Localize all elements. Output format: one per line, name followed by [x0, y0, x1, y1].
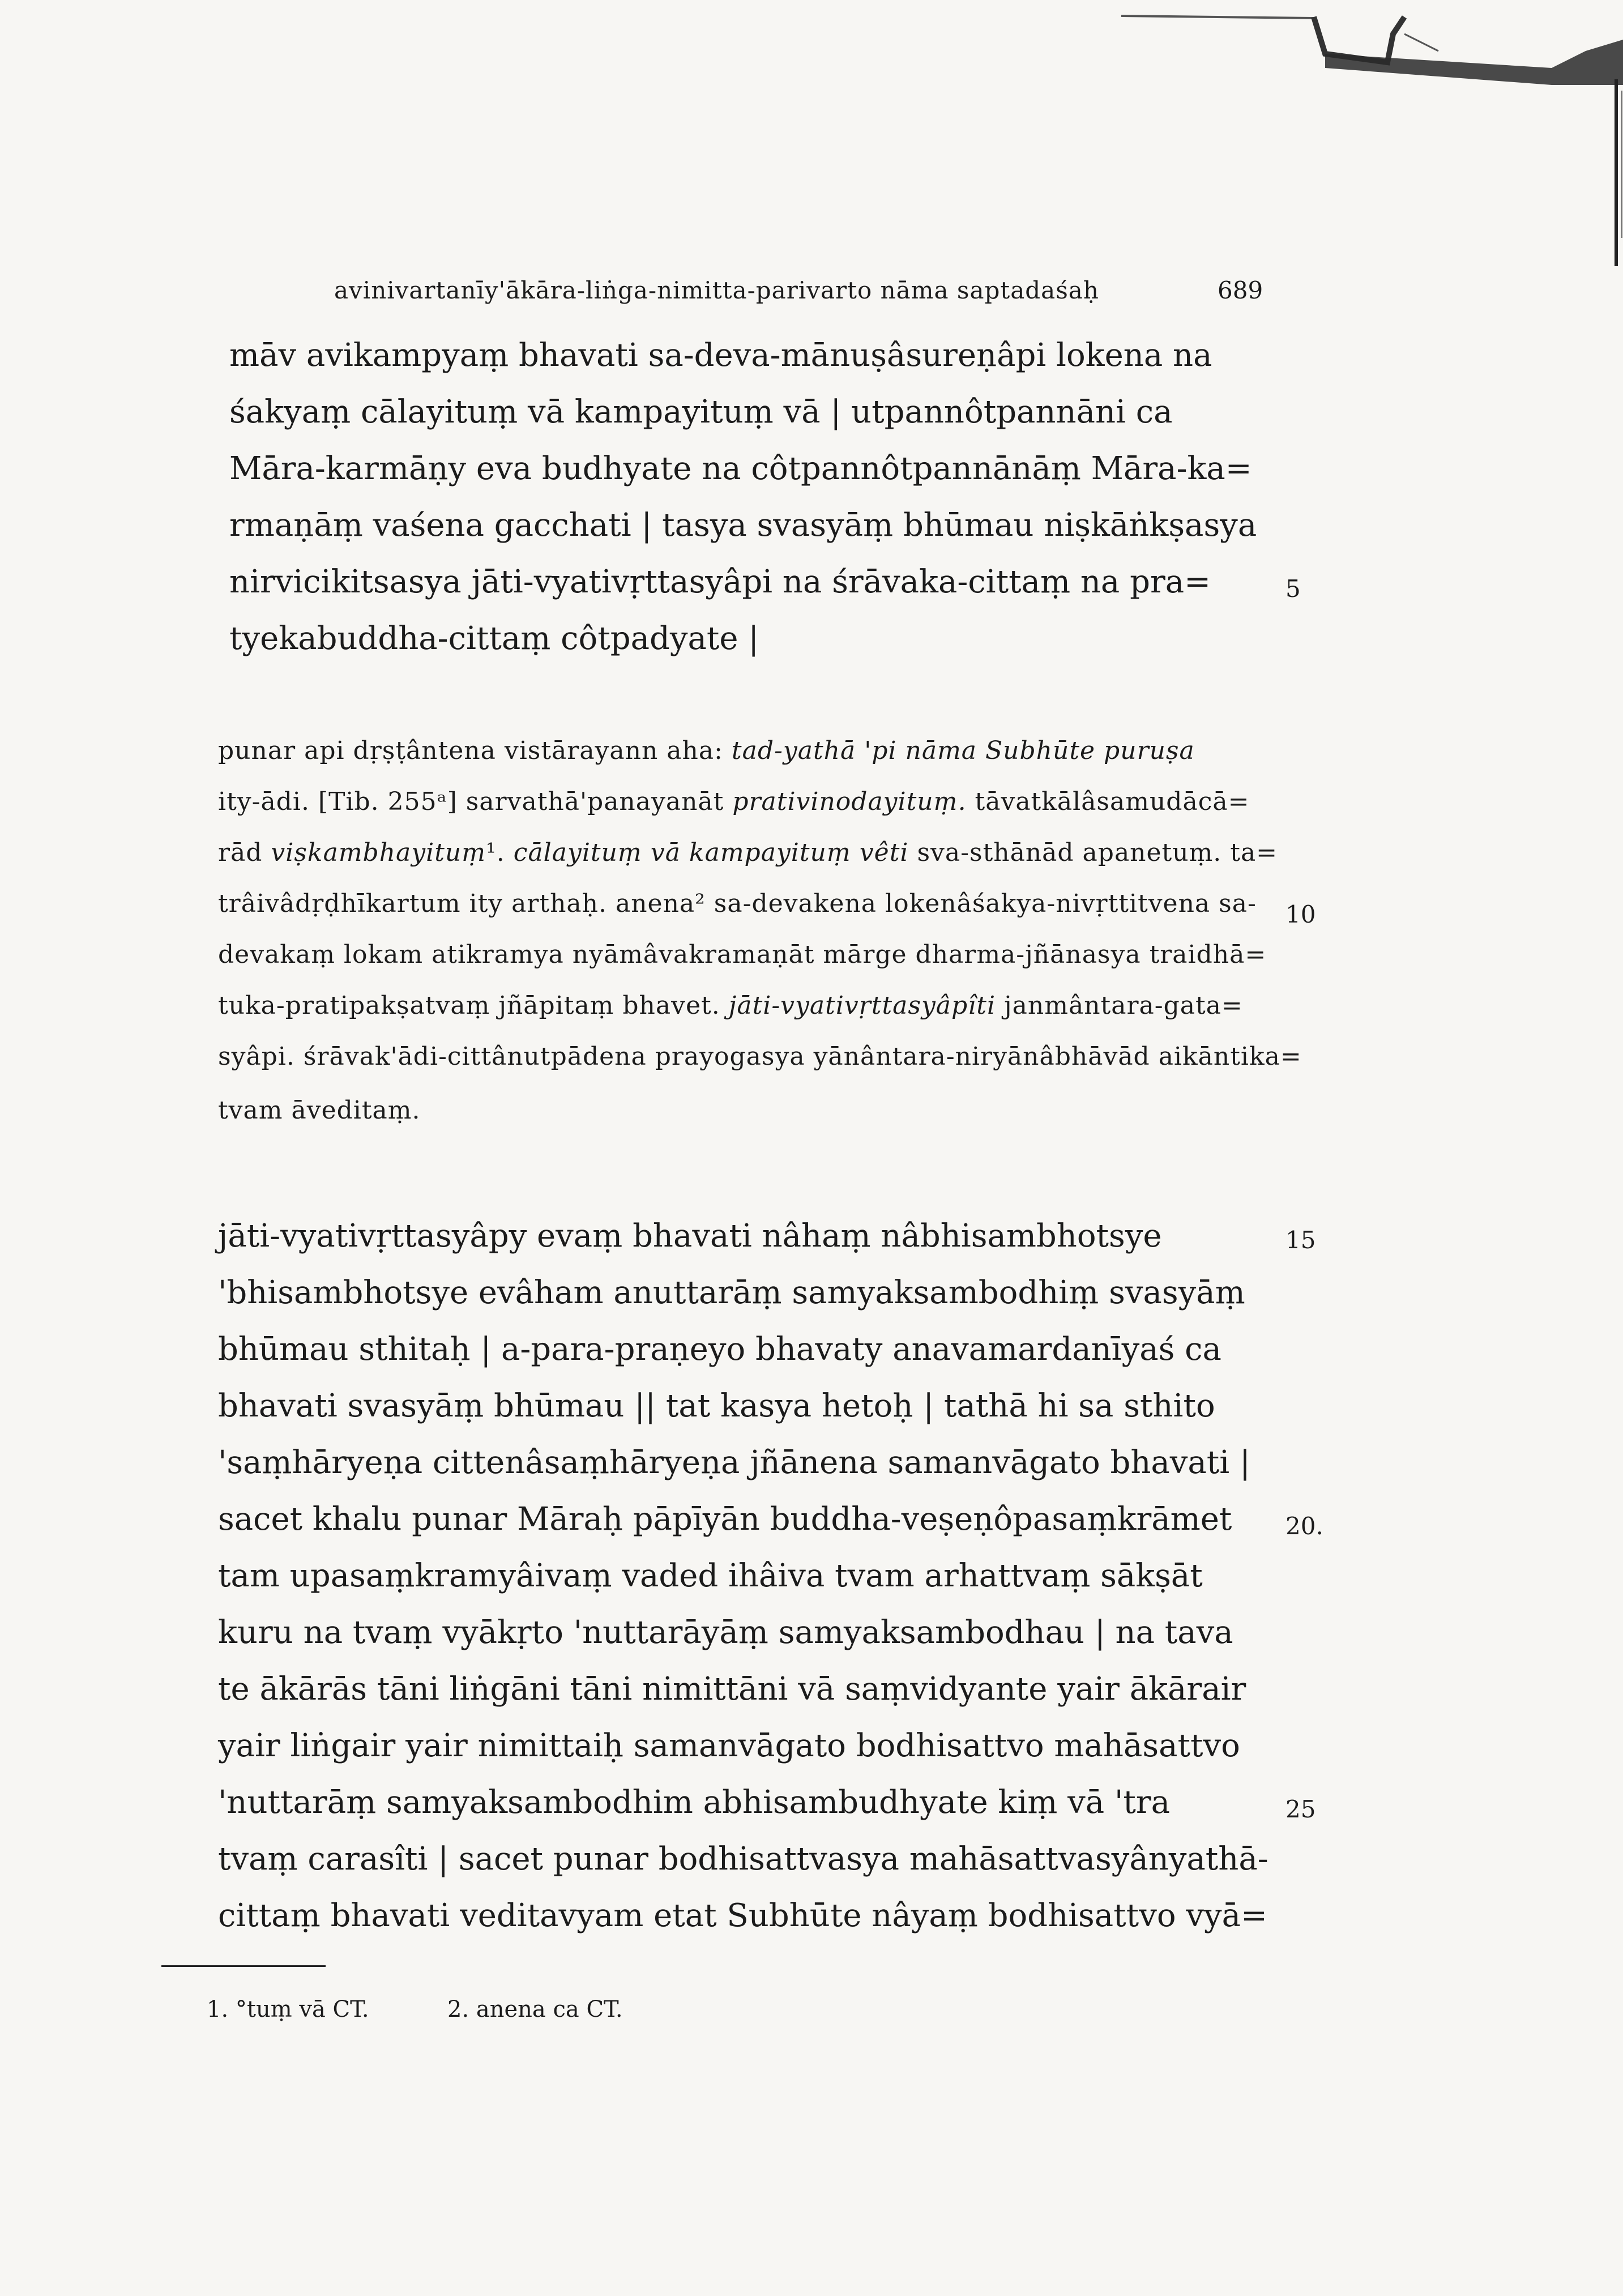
commentary-line: [218, 787, 1249, 816]
main-line: tyekabuddha-cittaṃ côtpadyate |: [229, 620, 759, 657]
commentary-line: [218, 889, 1257, 918]
main-line: śakyaṃ cālayituṃ vā kampayituṃ vā | utpannôtpannāni ca: [229, 394, 1173, 430]
commentary-line: [218, 1042, 1302, 1071]
commentary-quote: jāti-vyativṛttasyâpîti: [728, 991, 996, 1020]
commentary-text: rād: [218, 838, 271, 867]
main-line: te ākārās tāni liṅgāni tāni nimittāni vā saṃvidyante yair ākārair: [218, 1671, 1246, 1708]
main-line: jāti-vyativṛttasyâpy evaṃ bhavati nâhaṃ nâbhisambhotsye: [218, 1218, 1162, 1254]
main-line: māv avikampyaṃ bhavati sa-deva-mānuṣâsureṇâpi lokena na: [229, 337, 1212, 374]
commentary-text: sva-sthānād apanetuṃ. ta=: [908, 838, 1278, 867]
commentary-text: tāvatkālâsamudācā=: [966, 787, 1250, 816]
commentary-line: [218, 838, 1278, 867]
main-line: 'saṃhāryeṇa cittenâsaṃhāryeṇa jñānena samanvāgato bhavati |: [218, 1444, 1250, 1481]
commentary-text: tuka-pratipakṣatvaṃ jñāpitaṃ bhavet.: [218, 991, 729, 1020]
footnote: 1. °tuṃ vā CT.: [207, 1996, 369, 2022]
commentary-line: [218, 736, 1195, 765]
main-line: tvaṃ carasîti | sacet punar bodhisattvasya mahāsattvasyânyathā-: [218, 1841, 1268, 1877]
main-line: bhavati svasyāṃ bhūmau || tat kasya hetoḥ | tathā hi sa sthito: [218, 1388, 1215, 1424]
footnote: 2. anena ca CT.: [447, 1996, 623, 2022]
commentary-text: ¹.: [486, 838, 514, 867]
commentary-text: janmântara-gata=: [996, 991, 1243, 1020]
commentary-text: syâpi. śrāvak'ādi-cittânutpādena prayogasya yānântara-niryānâbhāvād aikāntika=: [218, 1042, 1302, 1071]
main-line: rmaṇāṃ vaśena gacchati | tasya svasyāṃ bhūmau niṣkāṅkṣasya: [229, 507, 1257, 544]
line-number: 10: [1285, 901, 1316, 928]
main-line: cittaṃ bhavati veditavyam etat Subhūte nâyaṃ bodhisattvo vyā=: [218, 1897, 1267, 1934]
commentary-line: [218, 1096, 420, 1125]
line-number: 5: [1285, 575, 1301, 603]
line-number: 25: [1285, 1795, 1316, 1823]
commentary-text: punar api dṛṣṭântena vistārayann aha:: [218, 736, 732, 765]
page-number: 689: [1218, 276, 1263, 304]
commentary-text: ity-ādi. [Tib. 255ᵃ] sarvathā'panayanāt: [218, 787, 733, 816]
commentary-quote: cālayituṃ vā kampayituṃ vêti: [513, 838, 909, 867]
main-line: nirvicikitsasya jāti-vyativṛttasyâpi na śrāvaka-cittaṃ na pra=: [229, 564, 1211, 600]
footnote-rule: [161, 1965, 326, 1967]
commentary-text: trâivâdṛḍhīkartum ity arthaḥ. anena² sa-devakena lokenâśakya-nivṛttitvena sa-: [218, 889, 1257, 918]
main-line: sacet khalu punar Māraḥ pāpīyān buddha-veṣeṇôpasaṃkrāmet: [218, 1501, 1232, 1538]
page-header: [0, 0, 1623, 317]
main-line: kuru na tvaṃ vyākṛto 'nuttarāyāṃ samyaksambodhau | na tava: [218, 1614, 1233, 1651]
commentary-line: [218, 940, 1266, 969]
main-line: 'nuttarāṃ samyaksambodhim abhisambudhyate kiṃ vā 'tra: [218, 1784, 1171, 1821]
commentary-text: devakaṃ lokam atikramya nyāmâvakramaṇāt mārge dharma-jñānasya traidhā=: [218, 940, 1267, 969]
running-title: avinivartanīy'ākāra-liṅga-nimitta-parivarto nāma saptadaśaḥ: [334, 276, 1099, 304]
commentary-text: tvam āveditaṃ.: [218, 1096, 421, 1125]
main-line: bhūmau sthitaḥ | a-para-praṇeyo bhavaty anavamardanīyaś ca: [218, 1331, 1221, 1368]
commentary-quote: viṣkambhayituṃ: [271, 838, 486, 867]
line-number: 15: [1285, 1226, 1316, 1254]
commentary-line: [218, 991, 1243, 1020]
main-line: 'bhisambhotsye evâham anuttarāṃ samyaksambodhiṃ svasyāṃ: [218, 1274, 1245, 1311]
main-line: tam upasaṃkramyâivaṃ vaded ihâiva tvam arhattvaṃ sākṣāt: [218, 1557, 1203, 1594]
main-line: Māra-karmāṇy eva budhyate na côtpannôtpannānāṃ Māra-ka=: [229, 450, 1252, 487]
line-number: 20.: [1285, 1512, 1323, 1540]
commentary-quote: prativinodayituṃ.: [732, 787, 967, 816]
main-line: yair liṅgair yair nimittaiḥ samanvāgato bodhisattvo mahāsattvo: [218, 1727, 1240, 1764]
commentary-quote: tad-yathā 'pi nāma Subhūte puruṣa: [731, 736, 1195, 765]
